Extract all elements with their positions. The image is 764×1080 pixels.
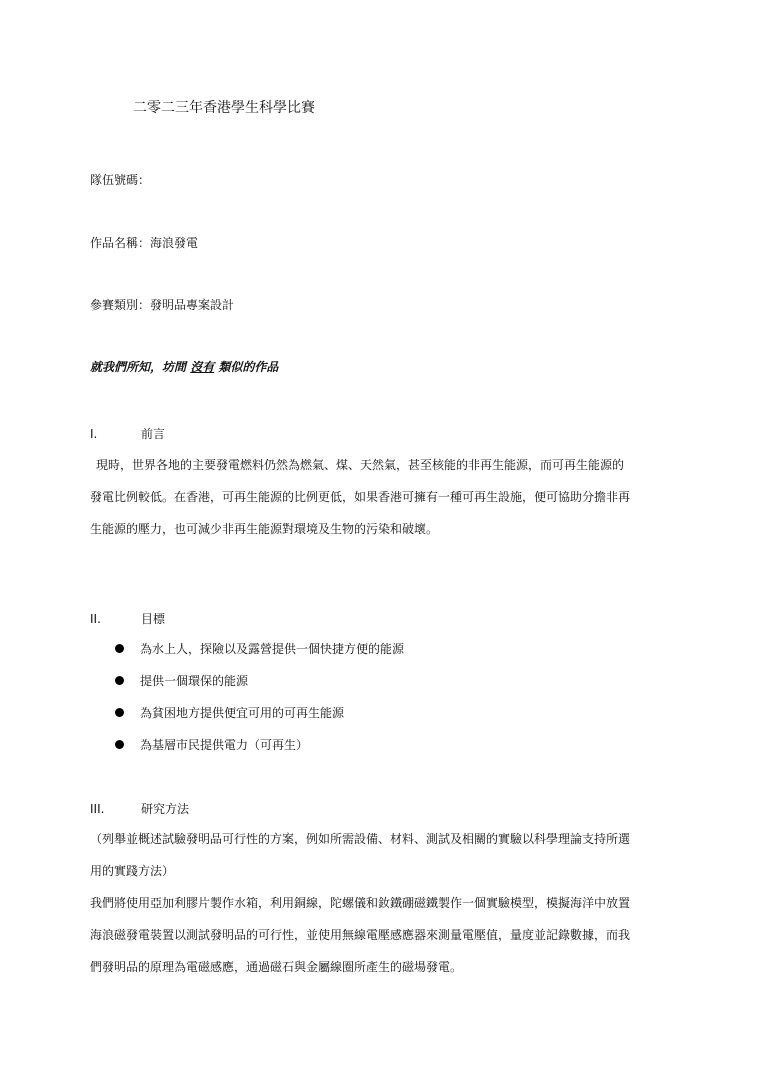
section-3-paragraph	[90, 831, 675, 991]
bullet-icon	[115, 708, 124, 717]
bullet-icon	[115, 644, 124, 653]
section-1-line: 發電比例較低。在香港，可再生能源的比例更低，如果香港可擁有一種可再生設施，便可協助分擔非再	[90, 490, 631, 504]
section-3-line: 們發明品的原理為電磁感應，通過磁石與金屬線圈所產生的磁場發電。	[90, 960, 463, 974]
section-3-line: 用的實踐方法）	[90, 864, 175, 878]
bullet-icon	[115, 740, 124, 749]
declaration-after: 類似的作品	[218, 360, 279, 374]
originality-declaration	[90, 359, 278, 375]
section-2-title: 目標	[141, 612, 166, 626]
declaration-before: 就我們所知，坊間	[90, 360, 187, 374]
section-1-number: I.	[90, 427, 98, 441]
section-1-line: 現時，世界各地的主要發電燃料仍然為燃氣、煤、天然氣，甚至核能的非再生能源，而可再生能源的	[96, 458, 625, 472]
section-1-paragraph	[90, 457, 675, 553]
list-item-text: 為基層市民提供電力（可再生）	[140, 738, 309, 752]
bullet-icon	[115, 676, 124, 685]
section-2-number: II.	[90, 612, 101, 626]
document-title: 二零二三年香港學生科學比賽	[133, 100, 315, 116]
project-name-label: 作品名稱：海浪發電	[90, 236, 199, 250]
category-label: 參賽類別：發明品專案設計	[90, 298, 235, 312]
list-item-text: 為貧困地方提供便宜可用的可再生能源	[140, 706, 345, 720]
section-3-line: 海浪磁發電裝置以測試發明品的可行性，並使用無線電壓感應器來測量電壓值，量度並記錄數據，而我	[90, 928, 631, 942]
section-3-line: 我們將使用亞加利膠片製作水箱，利用銅線，陀螺儀和釹鐵硼磁鐵製作一個實驗模型，模擬海洋中放置	[90, 896, 631, 910]
list-item-text: 提供一個環保的能源	[140, 674, 249, 688]
section-1-line: 生能源的壓力，也可減少非再生能源對環境及生物的污染和破壞。	[90, 522, 439, 536]
section-1-title: 前言	[141, 427, 166, 441]
declaration-underlined: 沒有	[190, 360, 215, 374]
section-3-line: （列舉並概述試驗發明品可行性的方案，例如所需設備、材料、測試及相關的實驗以科學理論支持所選	[90, 832, 631, 846]
list-item-text: 為水上人，探險以及露營提供一個快捷方便的能源	[140, 642, 405, 656]
section-3-title: 研究方法	[141, 802, 190, 816]
team-number-label: 隊伍號碼：	[90, 173, 151, 187]
section-3-number: III.	[90, 802, 105, 816]
